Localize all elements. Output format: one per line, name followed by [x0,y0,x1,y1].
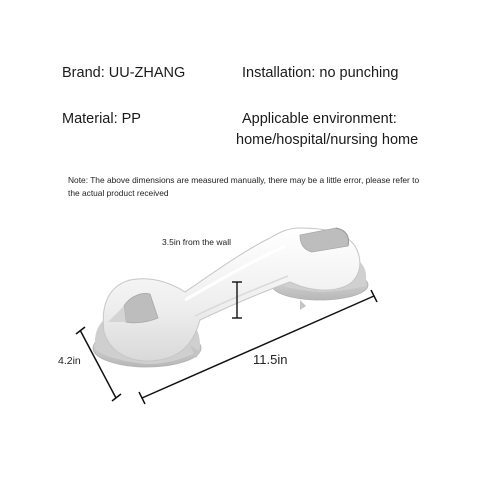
brand-text: Brand: UU-ZHANG [62,65,186,81]
material-text: Material: PP [62,111,141,127]
environment-label: Applicable environment: [242,111,397,127]
measurement-note: Note: The above dimensions are measured manually, there may be a little error, please refer to the actual product received [68,175,420,198]
environment-value: home/hospital/nursing home [236,132,419,148]
wall-distance-label: 3.5in from the wall [162,237,231,247]
installation-text: Installation: no punching [242,65,399,81]
height-label: 4.2in [58,355,81,367]
length-label: 11.5in [253,352,288,367]
